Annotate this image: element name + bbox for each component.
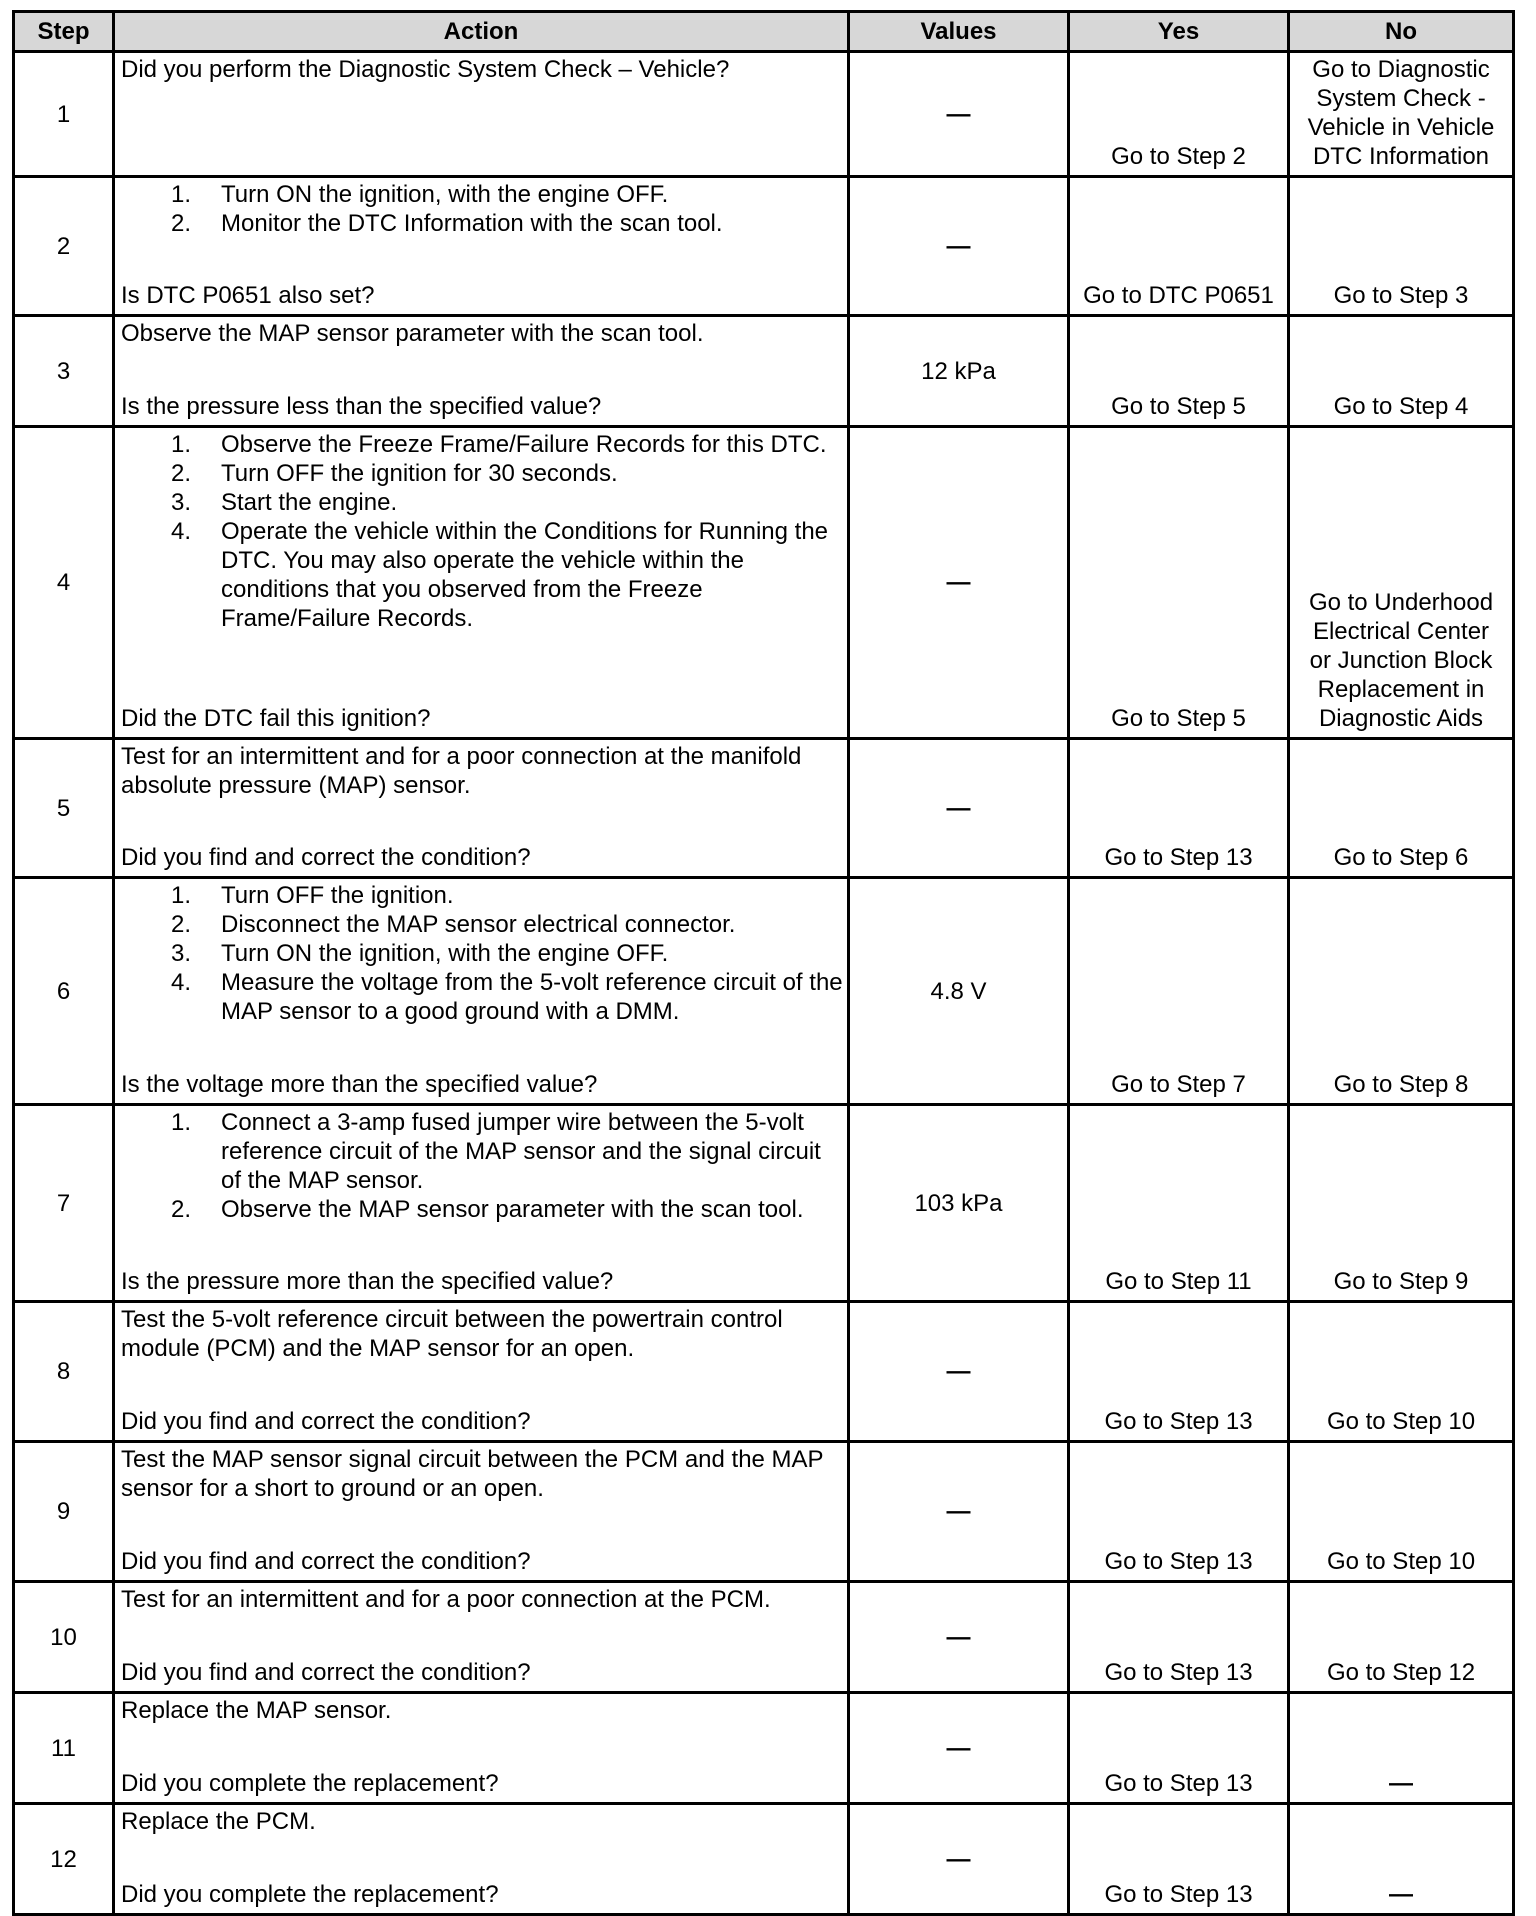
action-question: Did you find and correct the condition?: [121, 1659, 531, 1686]
action-cell: [114, 1105, 849, 1302]
table-row: [14, 177, 1514, 316]
no-line: System Check -: [1316, 85, 1486, 112]
table-row: [14, 878, 1514, 1105]
action-cell: [114, 1442, 849, 1582]
action-body: [121, 742, 843, 800]
action-question: Is DTC P0651 also set?: [121, 282, 375, 309]
action-step-number: 2.: [171, 1196, 192, 1223]
value-cell: —: [849, 1442, 1069, 1582]
value-cell: 12 kPa: [849, 316, 1069, 427]
action-step-number: 2.: [171, 210, 192, 237]
no-cell: [1289, 1804, 1514, 1915]
step-number: 4: [14, 427, 114, 739]
action-cell: [114, 1302, 849, 1442]
header-no: No: [1289, 12, 1514, 52]
action-step: [171, 1195, 843, 1224]
action-text: Test the 5-volt reference circuit between the powertrain control module (PCM) and the MAP sensor for an open.: [121, 1306, 783, 1362]
action-content: [115, 428, 847, 737]
yes-cell: Go to Step 2: [1069, 52, 1289, 177]
no-cell: [1289, 1582, 1514, 1693]
table-row: [14, 1693, 1514, 1804]
step-number: 11: [14, 1693, 114, 1804]
action-content: [115, 740, 847, 876]
action-cell: [114, 1693, 849, 1804]
action-question: Did the DTC fail this ignition?: [121, 705, 431, 732]
table-row: [14, 1105, 1514, 1302]
action-cell: [114, 878, 849, 1105]
action-step-text: Turn ON the ignition, with the engine OFF.: [221, 181, 669, 208]
action-step-text: Operate the vehicle within the Conditions for Running the DTC. You may also operate the vehicle within the conditions that you observed from the Freeze Frame/Failure Records.: [221, 518, 829, 632]
action-body: [121, 180, 843, 238]
header-row: [14, 12, 1514, 52]
action-body: [121, 319, 843, 348]
action-cell: [114, 739, 849, 878]
action-step-number: 1.: [171, 1109, 192, 1136]
action-step-text: Measure the voltage from the 5-volt reference circuit of the MAP sensor to a good ground with a DMM.: [221, 969, 843, 1025]
action-text: Replace the PCM.: [121, 1808, 316, 1835]
table-row: [14, 316, 1514, 427]
no-line: Replacement in: [1317, 676, 1485, 703]
header-yes: Yes: [1069, 12, 1289, 52]
table-row: [14, 1582, 1514, 1693]
no-line: Go to Diagnostic: [1312, 56, 1490, 83]
action-question: Did you find and correct the condition?: [121, 1548, 531, 1575]
action-content: [115, 1694, 847, 1802]
value-cell: —: [849, 1582, 1069, 1693]
action-step-number: 2.: [171, 911, 192, 938]
action-body: [121, 55, 843, 84]
table-row: [14, 739, 1514, 878]
action-step-number: 1.: [171, 431, 192, 458]
step-number: 8: [14, 1302, 114, 1442]
action-body: [121, 1696, 843, 1725]
action-body: [121, 881, 843, 1026]
action-step: [171, 209, 843, 238]
yes-cell: Go to Step 13: [1069, 1804, 1289, 1915]
action-cell: [114, 52, 849, 177]
action-steps: [121, 430, 843, 633]
no-line: Go to Step 3: [1333, 282, 1469, 309]
table-row: [14, 1442, 1514, 1582]
action-question: Did you find and correct the condition?: [121, 1408, 531, 1435]
table-row: [14, 1302, 1514, 1442]
no-line: —: [1389, 1770, 1413, 1797]
no-line: Go to Step 10: [1326, 1408, 1476, 1435]
no-line: DTC Information: [1312, 143, 1490, 170]
action-step-text: Monitor the DTC Information with the scan tool.: [221, 210, 723, 237]
action-text: Test the MAP sensor signal circuit between the PCM and the MAP sensor for a short to ground or an open.: [121, 1446, 824, 1502]
no-line: Go to Underhood: [1308, 589, 1494, 616]
no-line: Diagnostic Aids: [1318, 705, 1484, 732]
value-cell: —: [849, 177, 1069, 316]
action-steps: [121, 180, 843, 238]
no-cell: [1289, 316, 1514, 427]
value-cell: —: [849, 52, 1069, 177]
no-line: Electrical Center: [1312, 618, 1490, 645]
no-cell: [1289, 1302, 1514, 1442]
action-step-text: Turn ON the ignition, with the engine OFF.: [221, 940, 669, 967]
no-cell: [1289, 1105, 1514, 1302]
action-question: Did you find and correct the condition?: [121, 844, 531, 871]
action-step: [171, 180, 843, 209]
no-cell: [1289, 427, 1514, 739]
no-cell: [1289, 1442, 1514, 1582]
header-step: Step: [14, 12, 114, 52]
no-line: or Junction Block: [1309, 647, 1493, 674]
step-number: 1: [14, 52, 114, 177]
no-cell: [1289, 52, 1514, 177]
value-cell: 103 kPa: [849, 1105, 1069, 1302]
no-line: —: [1389, 1881, 1413, 1908]
action-step-number: 1.: [171, 181, 192, 208]
yes-cell: Go to Step 7: [1069, 878, 1289, 1105]
step-number: 6: [14, 878, 114, 1105]
action-step: [171, 430, 843, 459]
action-step: [171, 488, 843, 517]
action-step-number: 3.: [171, 489, 192, 516]
action-step-text: Observe the Freeze Frame/Failure Records for this DTC.: [221, 431, 827, 458]
action-step-text: Turn OFF the ignition for 30 seconds.: [221, 460, 618, 487]
yes-cell: Go to Step 13: [1069, 1693, 1289, 1804]
action-step-text: Start the engine.: [221, 489, 398, 516]
yes-cell: Go to Step 13: [1069, 1302, 1289, 1442]
action-step: [171, 459, 843, 488]
no-cell: [1289, 739, 1514, 878]
action-step: [171, 881, 843, 910]
action-question: Is the voltage more than the specified value?: [121, 1071, 598, 1098]
action-step-text: Turn OFF the ignition.: [221, 882, 454, 909]
action-content: [115, 53, 847, 175]
action-text: Did you perform the Diagnostic System Check – Vehicle?: [121, 56, 730, 83]
value-cell: —: [849, 1302, 1069, 1442]
action-content: [115, 1805, 847, 1913]
yes-cell: Go to Step 13: [1069, 1582, 1289, 1693]
no-line: Go to Step 8: [1333, 1071, 1469, 1098]
header-values: Values: [849, 12, 1069, 52]
action-body: [121, 1445, 843, 1503]
value-cell: —: [849, 1804, 1069, 1915]
no-line: Go to Step 9: [1333, 1268, 1469, 1295]
step-number: 7: [14, 1105, 114, 1302]
yes-cell: Go to DTC P0651: [1069, 177, 1289, 316]
step-number: 3: [14, 316, 114, 427]
yes-cell: Go to Step 11: [1069, 1105, 1289, 1302]
no-cell: [1289, 1693, 1514, 1804]
action-step-number: 4.: [171, 969, 192, 996]
no-cell: [1289, 177, 1514, 316]
action-question: Did you complete the replacement?: [121, 1881, 499, 1908]
action-body: [121, 1585, 843, 1614]
action-cell: [114, 427, 849, 739]
action-step-number: 2.: [171, 460, 192, 487]
value-cell: 4.8 V: [849, 878, 1069, 1105]
action-question: Did you complete the replacement?: [121, 1770, 499, 1797]
no-cell: [1289, 878, 1514, 1105]
action-step: [171, 910, 843, 939]
action-cell: [114, 1582, 849, 1693]
action-steps: [121, 1108, 843, 1224]
action-cell: [114, 177, 849, 316]
action-content: [115, 1443, 847, 1580]
table-row: [14, 52, 1514, 177]
yes-cell: Go to Step 13: [1069, 1442, 1289, 1582]
action-text: Test for an intermittent and for a poor connection at the PCM.: [121, 1586, 771, 1613]
action-body: [121, 1807, 843, 1836]
value-cell: —: [849, 1693, 1069, 1804]
action-content: [115, 879, 847, 1103]
action-text: Test for an intermittent and for a poor connection at the manifold absolute pressure (MAP) sensor.: [121, 743, 802, 799]
step-number: 12: [14, 1804, 114, 1915]
no-line: Go to Step 6: [1333, 844, 1469, 871]
yes-cell: Go to Step 13: [1069, 739, 1289, 878]
action-body: [121, 430, 843, 633]
no-line: Go to Step 10: [1326, 1548, 1476, 1575]
step-number: 5: [14, 739, 114, 878]
no-line: Vehicle in Vehicle: [1307, 114, 1495, 141]
action-step: [171, 1108, 843, 1195]
action-content: [115, 1303, 847, 1440]
action-content: [115, 317, 847, 425]
action-step-text: Connect a 3-amp fused jumper wire between the 5-volt reference circuit of the MAP sensor and the signal circuit of the MAP sensor.: [221, 1109, 821, 1194]
action-step: [171, 517, 843, 633]
action-step-text: Observe the MAP sensor parameter with the scan tool.: [221, 1196, 804, 1223]
action-question: Is the pressure less than the specified value?: [121, 393, 602, 420]
action-body: [121, 1108, 843, 1224]
action-content: [115, 1583, 847, 1691]
diagnostic-table: [12, 10, 1515, 1916]
step-number: 9: [14, 1442, 114, 1582]
action-text: Replace the MAP sensor.: [121, 1697, 392, 1724]
action-step: [171, 939, 843, 968]
action-step-number: 3.: [171, 940, 192, 967]
action-content: [115, 178, 847, 314]
action-body: [121, 1305, 843, 1363]
yes-cell: Go to Step 5: [1069, 316, 1289, 427]
action-cell: [114, 1804, 849, 1915]
action-question: Is the pressure more than the specified value?: [121, 1268, 614, 1295]
action-step-text: Disconnect the MAP sensor electrical connector.: [221, 911, 736, 938]
action-step-number: 4.: [171, 518, 192, 545]
table-row: [14, 427, 1514, 739]
no-line: Go to Step 12: [1326, 1659, 1476, 1686]
action-step: [171, 968, 843, 1026]
table-body: [14, 52, 1514, 1915]
header-action: Action: [114, 12, 849, 52]
value-cell: —: [849, 739, 1069, 878]
table-row: [14, 1804, 1514, 1915]
action-steps: [121, 881, 843, 1026]
action-content: [115, 1106, 847, 1300]
action-text: Observe the MAP sensor parameter with the scan tool.: [121, 320, 704, 347]
action-cell: [114, 316, 849, 427]
yes-cell: Go to Step 5: [1069, 427, 1289, 739]
no-line: Go to Step 4: [1333, 393, 1469, 420]
step-number: 2: [14, 177, 114, 316]
action-step-number: 1.: [171, 882, 192, 909]
value-cell: —: [849, 427, 1069, 739]
step-number: 10: [14, 1582, 114, 1693]
